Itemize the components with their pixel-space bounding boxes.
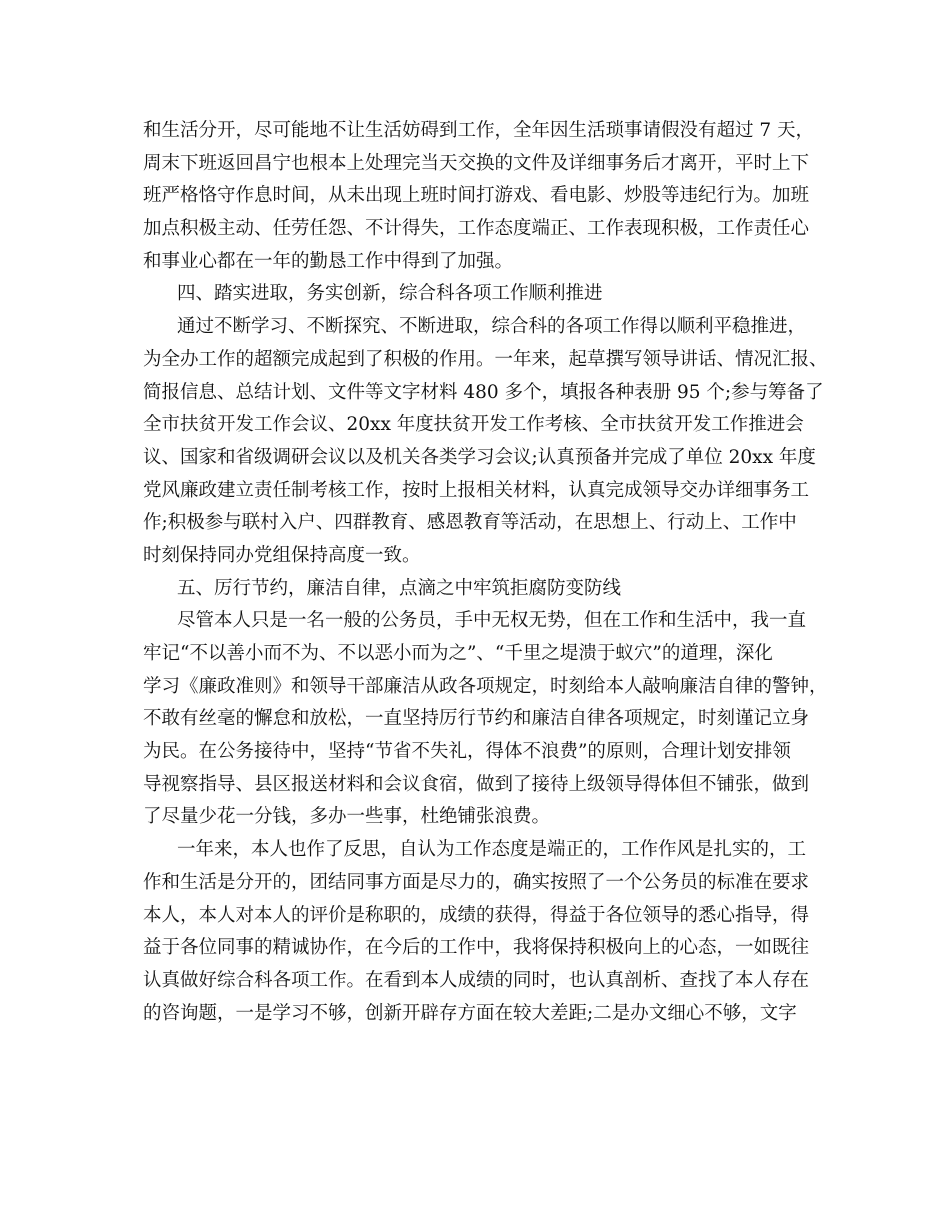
text-line: 了尽量少花一分钱，多办一些事，杜绝铺张浪费。 [143, 806, 551, 828]
text-line: 为民。在公务接待中，坚持“节省不失礼，得体不浪费”的原则，合理计划安排领 [143, 741, 791, 763]
text-line: 作;积极参与联村入户、四群教育、感恩教育等活动，在思想上、行动上、工作中 [143, 512, 797, 534]
text-line: 全市扶贫开发工作会议、20xx 年度扶贫开发工作考核、全市扶贫开发工作推进会 [143, 414, 804, 436]
text-line: 党风廉政建立责任制考核工作，按时上报相关材料，认真完成领导交办详细事务工 [143, 479, 810, 501]
text-line: 加点积极主动、任劳任怨、不计得失，工作态度端正、工作表现积极，工作责任心 [143, 218, 810, 240]
text-line: 和生活分开，尽可能地不让生活妨碍到工作，全年因生活琐事请假没有超过 7 天， [143, 120, 815, 141]
text-line: 学习《廉政准则》和领导干部廉洁从政各项规定，时刻给本人敲响廉洁自律的警钟， [143, 675, 828, 697]
text-line: 认真做好综合科各项工作。在看到本人成绩的同时，也认真剖析、查找了本人存在 [143, 969, 810, 991]
text-line: 班严格恪守作息时间，从未出现上班时间打游戏、看电影、炒股等违纪行为。加班 [143, 185, 810, 207]
text-line: 为全办工作的超额完成起到了积极的作用。一年来，起草撰写领导讲话、情况汇报、 [143, 348, 828, 370]
text-line: 尽管本人只是一名一般的公务员，手中无权无势，但在工作和生活中，我一直 [177, 610, 807, 632]
text-line: 益于各位同事的精诚协作，在今后的工作中，我将保持积极向上的心态，一如既往 [143, 937, 810, 959]
text-line: 时刻保持同办党组保持高度一致。 [143, 544, 421, 566]
document-body [143, 115, 828, 1030]
text-line: 作和生活是分开的，团结同事方面是尽力的，确实按照了一个公务员的标准在要求 [143, 871, 810, 893]
text-line: 周末下班返回昌宁也根本上处理完当天交换的文件及详细事务后才离开，平时上下 [143, 152, 810, 174]
text-line: 一年来，本人也作了反思，自认为工作态度是端正的，工作作风是扎实的，工 [177, 839, 807, 861]
text-line: 不敢有丝毫的懈怠和放松，一直坚持厉行节约和廉洁自律各项规定，时刻谨记立身 [143, 708, 810, 730]
section-heading: 五、厉行节约，廉洁自律，点滴之中牢筑拒腐防变防线 [177, 577, 622, 599]
text-line: 通过不断学习、不断探究、不断进取，综合科的各项工作得以顺利平稳推进， [177, 316, 807, 338]
text-line: 牢记“不以善小而不为、不以恶小而为之”、“千里之堤溃于蚁穴”的道理，深化 [143, 643, 773, 664]
text-line: 简报信息、总结计划、文件等文字材料 480 多个，填报各种表册 95 个;参与筹备了 [143, 381, 824, 403]
text-line: 和事业心都在一年的勤恳工作中得到了加强。 [143, 250, 514, 272]
section-heading: 四、踏实进取，务实创新，综合科各项工作顺利推进 [177, 283, 603, 305]
text-line: 议、国家和省级调研会议以及机关各类学习会议;认真预备并完成了单位 20xx 年度 [143, 446, 816, 468]
text-line: 本人，本人对本人的评价是称职的，成绩的获得，得益于各位领导的悉心指导，得 [143, 904, 810, 926]
text-line: 的咨询题，一是学习不够，创新开辟存方面在较大差距;二是办文细心不够，文字 [143, 1002, 797, 1024]
text-line: 导视察指导、县区报送材料和会议食宿，做到了接待上级领导得体但不铺张，做到 [143, 773, 810, 795]
